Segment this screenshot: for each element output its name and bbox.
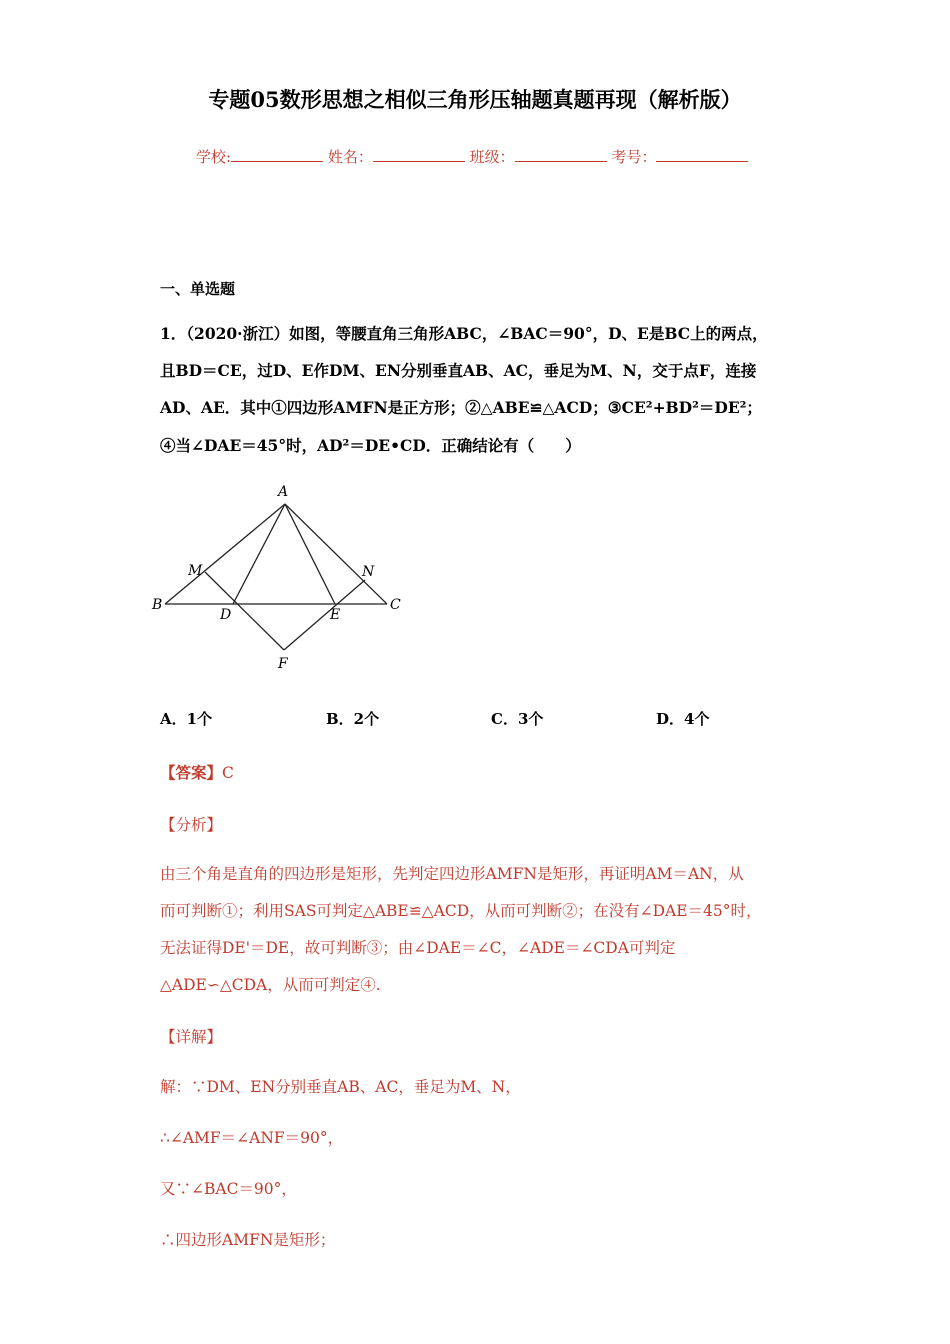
- student-info-line: [196, 146, 748, 167]
- detail-line: 解：∵DM、EN分别垂直AB、AC，垂足为M、N，: [160, 1078, 521, 1096]
- answer-tag: 【答案】: [160, 763, 223, 782]
- name-blank[interactable]: [373, 147, 465, 162]
- option-a[interactable]: A．1个: [160, 710, 213, 728]
- option-d[interactable]: D．4个: [656, 710, 710, 728]
- label-d: D: [220, 607, 232, 623]
- segment-nf: [284, 580, 365, 650]
- segment-ac: [285, 504, 387, 604]
- analysis-tag: 【分析】: [160, 816, 223, 834]
- analysis-line: △ADE∽△CDA，从而可判定④.: [160, 976, 381, 994]
- label-e: E: [330, 607, 341, 623]
- label-n: N: [362, 564, 375, 580]
- answer-row: [160, 761, 234, 783]
- answer-value: C: [222, 764, 234, 782]
- name-label: 姓名：: [327, 148, 373, 166]
- label-a: A: [278, 484, 289, 500]
- question-line: AD、AE．其中①四边形AMFN是正方形；②△ABE≌△ACD；③CE²+BD²＝DE²；: [160, 398, 762, 417]
- label-b: B: [152, 597, 163, 613]
- school-label: 学校:: [196, 148, 232, 166]
- question-line: ④当∠DAE＝45°时，AD²＝DE•CD．正确结论有（ ）: [160, 436, 581, 455]
- exam-number-blank[interactable]: [656, 147, 748, 162]
- question-line: 且BD＝CE，过D、E作DM、EN分别垂直AB、AC，垂足为M、N，交于点F，连接: [160, 361, 757, 380]
- school-blank[interactable]: [231, 147, 323, 162]
- analysis-line: 无法证得DE'＝DE，故可判断③；由∠DAE＝∠C，∠ADE＝∠CDA可判定: [160, 939, 676, 957]
- class-label: 班级：: [469, 148, 515, 166]
- option-b[interactable]: B．2个: [326, 710, 380, 728]
- segment-ae: [285, 504, 335, 604]
- analysis-line: 由三个角是直角的四边形是矩形，先判定四边形AMFN是矩形，再证明AM＝AN，从: [160, 865, 744, 883]
- analysis-line: 而可判断①；利用SAS可判定△ABE≌△ACD，从而可判断②；在没有∠DAE＝45°时，: [160, 902, 762, 920]
- detail-tag: 【详解】: [160, 1028, 223, 1046]
- label-c: C: [390, 597, 401, 613]
- page-title: 专题05数形思想之相似三角形压轴题真题再现（解析版）: [208, 87, 742, 112]
- segment-ab: [165, 504, 285, 604]
- detail-line: ∴四边形AMFN是矩形；: [160, 1231, 336, 1249]
- option-c[interactable]: C．3个: [491, 710, 544, 728]
- detail-line: 又∵∠BAC＝90°，: [160, 1180, 297, 1198]
- segment-ad: [233, 504, 285, 604]
- class-blank[interactable]: [515, 147, 607, 162]
- exam-number-label: 考号：: [611, 148, 657, 166]
- section-title: 一、单选题: [160, 280, 236, 298]
- question-line: 1．（2020·浙江）如图，等腰直角三角形ABC，∠BAC＝90°，D、E是BC上的两点，: [160, 324, 768, 343]
- segment-mf: [205, 572, 284, 650]
- label-m: M: [188, 563, 203, 579]
- label-f: F: [278, 656, 288, 672]
- detail-line: ∴∠AMF＝∠ANF＝90°，: [160, 1129, 344, 1147]
- geometry-figure: [150, 478, 420, 678]
